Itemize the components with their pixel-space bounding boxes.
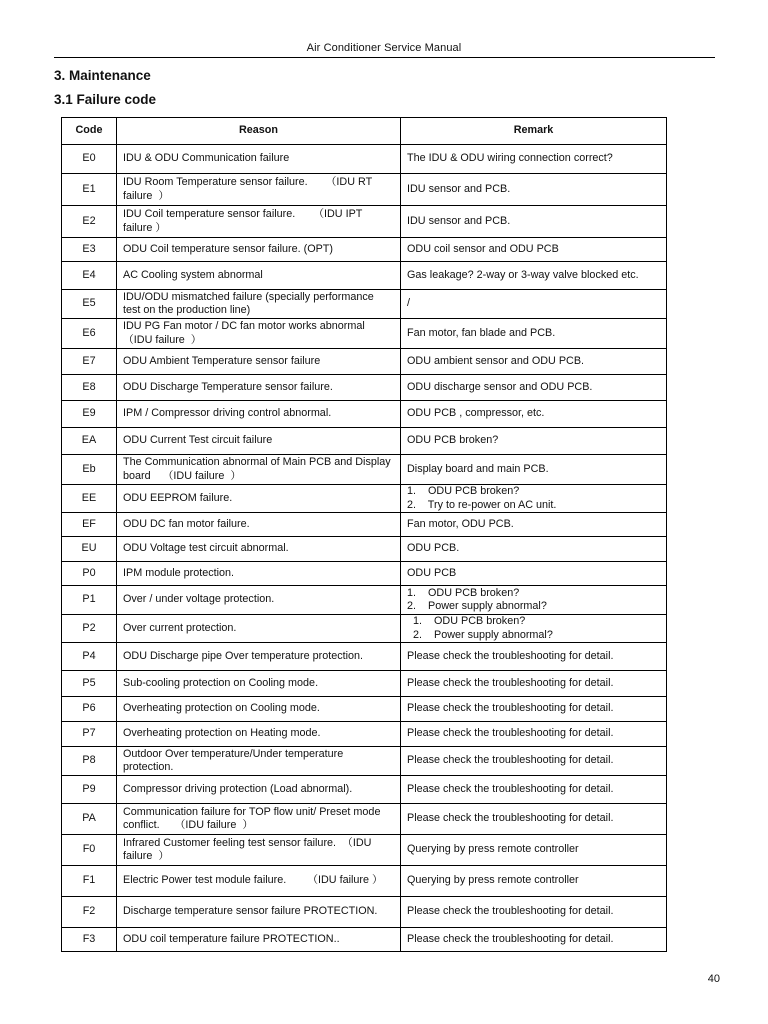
header-rule	[54, 57, 715, 58]
table-row	[62, 375, 667, 401]
remark-cell	[401, 928, 667, 952]
failure-code-cell: P8	[62, 747, 117, 776]
table-row	[62, 455, 667, 485]
table-row	[62, 722, 667, 747]
failure-code-cell: P4	[62, 643, 117, 671]
column-header-code: Code	[62, 118, 117, 145]
remark-cell	[401, 643, 667, 671]
failure-code-cell: E3	[62, 238, 117, 262]
table-row	[62, 804, 667, 835]
remark-line: 2. Try to re-power on AC unit.	[407, 498, 557, 511]
remark-line: Please check the troubleshooting for detail.	[407, 676, 614, 689]
remark-cell	[401, 290, 667, 319]
failure-code-cell: PA	[62, 804, 117, 835]
remark-line: 1. ODU PCB broken?	[407, 586, 520, 599]
remark-line: ODU PCB	[407, 566, 457, 579]
reason-cell: Outdoor Over temperature/Under temperature protection.	[117, 747, 401, 776]
failure-code-table	[61, 117, 667, 952]
remark-line: Querying by press remote controller	[407, 843, 579, 856]
section-subtitle: 3.1 Failure code	[54, 92, 157, 107]
reason-cell: ODU EEPROM failure.	[117, 485, 401, 513]
table-row	[62, 928, 667, 952]
reason-cell: Compressor driving protection (Load abnormal).	[117, 776, 401, 804]
table-row	[62, 319, 667, 349]
failure-code-cell: E9	[62, 401, 117, 428]
reason-cell: ODU coil temperature failure PROTECTION..	[117, 928, 401, 952]
reason-cell: IDU Room Temperature sensor failure. （IDU RT failure ）	[117, 174, 401, 206]
table-row	[62, 897, 667, 928]
table-row	[62, 586, 667, 615]
remark-line: Please check the troubleshooting for detail.	[407, 905, 614, 918]
table-row	[62, 145, 667, 174]
remark-line: ODU coil sensor and ODU PCB	[407, 242, 559, 255]
remark-line: IDU sensor and PCB.	[407, 182, 511, 195]
remark-line: 2. Power supply abnormal?	[407, 600, 547, 612]
remark-cell	[401, 537, 667, 562]
remark-line: The IDU & ODU wiring connection correct?	[407, 152, 613, 165]
remark-cell	[401, 238, 667, 262]
remark-cell	[401, 513, 667, 537]
table-row	[62, 697, 667, 722]
reason-cell: Communication failure for TOP flow unit/ Preset mode conflict. （IDU failure ）	[117, 804, 401, 835]
remark-line: Please check the troubleshooting for detail.	[407, 812, 614, 825]
reason-cell: Overheating protection on Heating mode.	[117, 722, 401, 747]
failure-code-cell: E1	[62, 174, 117, 206]
remark-line: 2. Power supply abnormal?	[407, 628, 553, 641]
reason-cell: ODU Ambient Temperature sensor failure	[117, 349, 401, 375]
table-row	[62, 206, 667, 238]
table-row	[62, 401, 667, 428]
table-row	[62, 615, 667, 643]
reason-cell: Electric Power test module failure. （IDU failure ）	[117, 866, 401, 897]
failure-code-cell: P0	[62, 562, 117, 586]
reason-cell: Infrared Customer feeling test sensor failure. （IDU failure ）	[117, 835, 401, 866]
table-row	[62, 671, 667, 697]
reason-cell: Discharge temperature sensor failure PROTECTION.	[117, 897, 401, 928]
reason-cell: IDU Coil temperature sensor failure. （IDU IPT failure ）	[117, 206, 401, 238]
failure-code-cell: P7	[62, 722, 117, 747]
remark-cell	[401, 206, 667, 238]
failure-code-cell: F2	[62, 897, 117, 928]
remark-line: Fan motor, fan blade and PCB.	[407, 326, 556, 339]
remark-cell	[401, 615, 667, 643]
remark-cell	[401, 776, 667, 804]
remark-cell	[401, 485, 667, 513]
remark-line: ODU PCB broken?	[407, 434, 499, 447]
failure-code-cell: EE	[62, 485, 117, 513]
table-row	[62, 747, 667, 776]
remark-line: Please check the troubleshooting for detail.	[407, 727, 614, 740]
remark-cell	[401, 866, 667, 897]
failure-code-cell: E5	[62, 290, 117, 319]
failure-code-cell: E2	[62, 206, 117, 238]
table-row	[62, 290, 667, 319]
reason-cell: IPM module protection.	[117, 562, 401, 586]
table-row	[62, 513, 667, 537]
table-header-row	[62, 118, 667, 145]
table-row	[62, 562, 667, 586]
remark-line: Please check the troubleshooting for detail.	[407, 754, 614, 767]
remark-cell	[401, 562, 667, 586]
remark-cell	[401, 586, 667, 615]
reason-cell: The Communication abnormal of Main PCB and Display board （IDU failure ）	[117, 455, 401, 485]
table-row	[62, 485, 667, 513]
failure-code-cell: P2	[62, 615, 117, 643]
remark-line: ODU PCB , compressor, etc.	[407, 407, 545, 420]
remark-line: Please check the troubleshooting for detail.	[407, 782, 614, 795]
reason-cell: ODU Discharge Temperature sensor failure.	[117, 375, 401, 401]
reason-cell: Sub-cooling protection on Cooling mode.	[117, 671, 401, 697]
failure-code-cell: EA	[62, 428, 117, 455]
remark-line: ODU ambient sensor and ODU PCB.	[407, 354, 585, 367]
remark-cell	[401, 375, 667, 401]
failure-code-cell: F1	[62, 866, 117, 897]
remark-cell	[401, 671, 667, 697]
remark-line: Please check the troubleshooting for detail.	[407, 702, 614, 715]
table-row	[62, 262, 667, 290]
remark-line: /	[407, 297, 410, 310]
failure-code-cell: P5	[62, 671, 117, 697]
failure-code-cell: P1	[62, 586, 117, 615]
remark-line: Please check the troubleshooting for detail.	[407, 932, 614, 945]
reason-cell: ODU Discharge pipe Over temperature protection.	[117, 643, 401, 671]
failure-code-cell: EU	[62, 537, 117, 562]
reason-cell: ODU Voltage test circuit abnormal.	[117, 537, 401, 562]
page-header: Air Conditioner Service Manual	[306, 42, 462, 54]
remark-line: Querying by press remote controller	[407, 874, 579, 887]
remark-cell	[401, 804, 667, 835]
table-row	[62, 428, 667, 455]
reason-cell: ODU DC fan motor failure.	[117, 513, 401, 537]
failure-code-cell: EF	[62, 513, 117, 537]
table-row	[62, 643, 667, 671]
remark-line: ODU discharge sensor and ODU PCB.	[407, 380, 593, 393]
failure-code-cell: F0	[62, 835, 117, 866]
failure-code-cell: F3	[62, 928, 117, 952]
remark-cell	[401, 897, 667, 928]
remark-cell	[401, 319, 667, 349]
remark-cell	[401, 174, 667, 206]
remark-cell	[401, 697, 667, 722]
remark-line: IDU sensor and PCB.	[407, 214, 511, 227]
table-row	[62, 238, 667, 262]
reason-cell: AC Cooling system abnormal	[117, 262, 401, 290]
failure-code-cell: E8	[62, 375, 117, 401]
reason-cell: IPM / Compressor driving control abnormal.	[117, 401, 401, 428]
section-title: 3. Maintenance	[54, 68, 151, 83]
table-body	[62, 145, 667, 952]
reason-cell: IDU/ODU mismatched failure (specially performance test on the production line)	[117, 290, 401, 319]
failure-code-cell: E7	[62, 349, 117, 375]
table-row	[62, 537, 667, 562]
remark-line: ODU PCB.	[407, 542, 460, 555]
remark-cell	[401, 747, 667, 776]
remark-cell	[401, 455, 667, 485]
remark-cell	[401, 145, 667, 174]
reason-cell: Over current protection.	[117, 615, 401, 643]
remark-line: Display board and main PCB.	[407, 462, 549, 475]
failure-code-cell: E4	[62, 262, 117, 290]
failure-code-cell: E6	[62, 319, 117, 349]
reason-cell: Over / under voltage protection.	[117, 586, 401, 615]
table-row	[62, 349, 667, 375]
remark-cell	[401, 262, 667, 290]
table-row	[62, 174, 667, 206]
remark-cell	[401, 835, 667, 866]
reason-cell: ODU Current Test circuit failure	[117, 428, 401, 455]
table-row	[62, 835, 667, 866]
remark-cell	[401, 428, 667, 455]
remark-cell	[401, 722, 667, 747]
failure-code-cell: P6	[62, 697, 117, 722]
failure-code-cell: Eb	[62, 455, 117, 485]
failure-code-cell: P9	[62, 776, 117, 804]
reason-cell: IDU PG Fan motor / DC fan motor works abnormal （IDU failure ）	[117, 319, 401, 349]
reason-cell: ODU Coil temperature sensor failure. (OPT)	[117, 238, 401, 262]
table-row	[62, 866, 667, 897]
remark-line: Fan motor, ODU PCB.	[407, 517, 514, 530]
remark-line: 1. ODU PCB broken?	[407, 485, 520, 497]
column-header-reason: Reason	[117, 118, 401, 145]
remark-line: Gas leakage? 2-way or 3-way valve blocked etc.	[407, 268, 639, 281]
reason-cell: IDU & ODU Communication failure	[117, 145, 401, 174]
column-header-remark: Remark	[401, 118, 667, 145]
remark-line: Please check the troubleshooting for detail.	[407, 649, 614, 662]
failure-code-cell: E0	[62, 145, 117, 174]
reason-cell: Overheating protection on Cooling mode.	[117, 697, 401, 722]
page-number: 40	[707, 973, 720, 985]
remark-cell	[401, 349, 667, 375]
remark-line: 1. ODU PCB broken?	[407, 615, 526, 627]
remark-cell	[401, 401, 667, 428]
table-row	[62, 776, 667, 804]
